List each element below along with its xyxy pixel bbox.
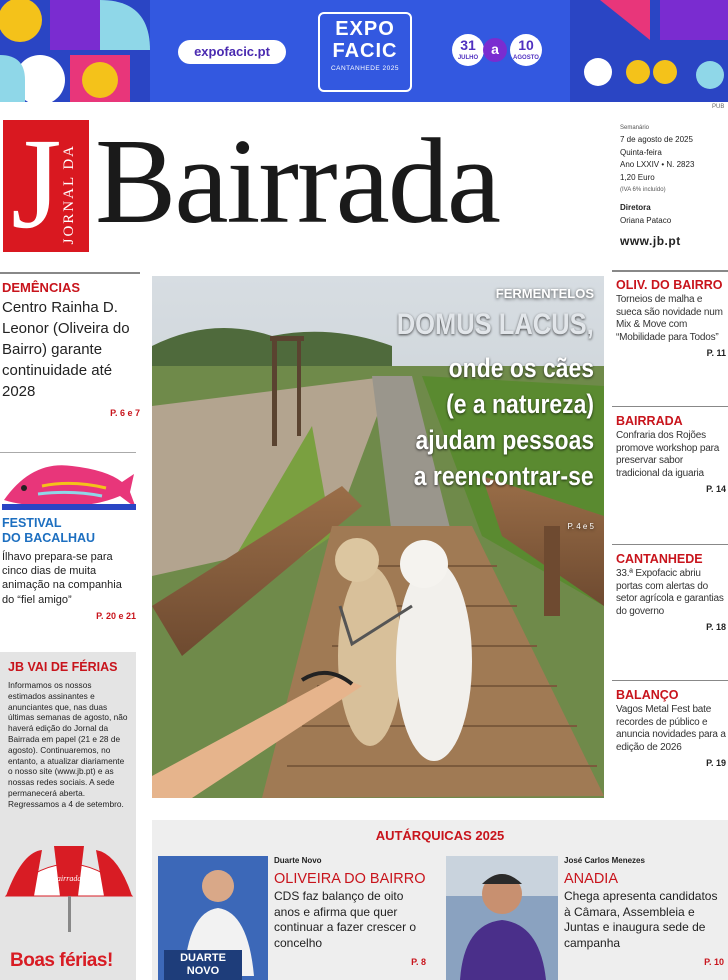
main-headline-2: onde os cães	[448, 353, 594, 383]
divider	[0, 272, 140, 274]
divider	[612, 544, 728, 545]
main-page-ref: P. 4 e 5	[567, 522, 594, 531]
expofacic-logo	[318, 12, 412, 92]
place-name: ANADIA	[564, 871, 618, 887]
place-name: OLIVEIRA DO BAIRRO	[274, 871, 426, 887]
issue-date: 7 de agosto de 2025	[620, 135, 693, 145]
story-page: P. 20 e 21	[96, 610, 136, 621]
story-text: Confraria dos Rojões promove workshop para preservar sabor tradicional da iguaria	[616, 430, 720, 479]
date-separator: a	[483, 38, 507, 62]
codfish-illustration	[2, 456, 136, 512]
issue-edition: Ano LXXIV • N. 2823	[620, 160, 695, 170]
autarquicas-item-oliveira[interactable]	[274, 856, 426, 967]
story-kicker-2: DO BACALHAU	[2, 531, 96, 545]
main-kicker: FERMENTELOS	[495, 286, 594, 301]
logo-subtitle: CANTANHEDE 2025	[330, 65, 400, 72]
story-kicker: BAIRRADA	[616, 414, 683, 428]
date-from	[452, 34, 484, 66]
divider	[0, 452, 136, 453]
story-text: 33.ª Expofacic abriu portas com alertas do setor agrícola e garantias do governo	[616, 568, 724, 617]
autarquicas-item-anadia[interactable]	[564, 856, 724, 967]
date-to	[510, 34, 542, 66]
logo-j-letter: J	[11, 112, 62, 256]
story-text: Torneios de malha e sueca são novidade num Mix & Move com “Mobilidade para Todos”	[616, 294, 723, 343]
issue-price: 1,20 Euro	[620, 172, 655, 182]
logo-jornal-da: JORNAL DA	[61, 144, 77, 245]
candidate-photo-duarte-novo	[158, 856, 268, 980]
story-cantanhede[interactable]	[616, 552, 726, 632]
story-page: P. 14	[706, 484, 726, 495]
website-link[interactable]: www.jb.pt	[620, 234, 681, 249]
divider	[612, 680, 728, 681]
story-text: Centro Rainha D. Leonor (Oliveira do Bairro) garante continuidade até 2028	[2, 299, 130, 400]
ferias-slogan: Boas férias!	[10, 950, 113, 971]
jb-vai-de-ferias-box[interactable]	[0, 652, 136, 980]
story-page: P. 6 e 7	[110, 408, 140, 418]
beach-umbrella-icon	[2, 842, 136, 932]
expofacic-banner[interactable]	[0, 0, 728, 102]
section-title: AUTÁRQUICAS 2025	[375, 828, 505, 843]
campaign-sign: DUARTE NOVO	[164, 950, 242, 980]
autarquicas-section	[152, 820, 728, 980]
story-kicker: CANTANHEDE	[616, 552, 703, 566]
ferias-title: JB VAI DE FÉRIAS	[8, 660, 118, 674]
main-headline-4: ajudam pessoas	[415, 425, 594, 455]
date-from-month: JULHO	[457, 55, 479, 61]
person-name: Duarte Novo	[274, 856, 322, 865]
story-oliv-do-bairro[interactable]	[616, 278, 726, 358]
candidate-photo-jose-menezes	[446, 856, 558, 980]
director-label: Diretora	[620, 203, 651, 213]
issue-info	[620, 122, 724, 248]
story-kicker: BALANÇO	[616, 688, 679, 702]
main-story-photo[interactable]	[152, 276, 604, 798]
story-page: P. 10	[704, 957, 724, 968]
story-page: P. 19	[706, 758, 726, 769]
story-text: Ílhavo prepara-se para cinco dias de muita animação na companhia do “fiel amigo”	[2, 551, 122, 606]
masthead-title: Bairrada	[95, 114, 499, 249]
banner-url[interactable]: expofacic.pt	[178, 40, 286, 64]
main-headline-3: (e a natureza)	[446, 389, 594, 419]
main-headline-5: a reencontrar-se	[414, 461, 594, 491]
story-page: P. 8	[411, 957, 426, 968]
logo-line-2: FACIC	[332, 40, 398, 62]
date-to-month: AGOSTO	[513, 55, 539, 61]
journal-logo[interactable]	[3, 112, 89, 256]
story-text: Chega apresenta candidatos à Câmara, Assembleia e Juntas e inaugura sede de campanha	[564, 889, 718, 950]
story-text: Vagos Metal Fest bate recordes de público e anuncia novidades para a edição de 2026	[616, 704, 726, 753]
story-festival-bacalhau[interactable]	[2, 516, 136, 621]
director-name: Oriana Pataco	[620, 215, 672, 225]
story-text: CDS faz balanço de oito anos e afirma que quer continuar a fazer crescer o concelho	[274, 889, 417, 950]
story-bairrada[interactable]	[616, 414, 726, 494]
divider	[612, 270, 728, 272]
main-headline-1: DOMUS LACUS,	[397, 308, 594, 341]
periodicity: Semanário	[620, 125, 650, 131]
story-page: P. 18	[706, 622, 726, 633]
story-page: P. 11	[706, 348, 726, 359]
story-kicker-1: FESTIVAL	[2, 516, 62, 530]
issue-weekday: Quinta-feira	[620, 147, 662, 157]
issue-vat: (IVA 6% incluído)	[620, 187, 666, 194]
story-demencias[interactable]	[2, 280, 140, 418]
pub-label: PUB	[712, 104, 725, 110]
logo-line-1: EXPO	[335, 18, 395, 40]
divider	[612, 406, 728, 407]
date-from-day: 31	[460, 37, 476, 53]
date-to-day: 10	[518, 37, 534, 53]
person-photo	[446, 856, 558, 980]
ferias-text: Informamos os nossos estimados assinantes e anunciantes que, nas duas últimas semanas de agosto, não haverá edição do Jornal da Bairrada em papel (21 e 28 de agosto). Continuaremos, no entanto, a atualizar diariamente o nosso site (www.jb.pt) e as nossas redes sociais. A sede permanecerá aberta. Regressamos a 4 de setembro.	[8, 680, 128, 809]
story-kicker: DEMÊNCIAS	[2, 280, 81, 295]
person-name: José Carlos Menezes	[564, 856, 645, 865]
umbrella-label: Bairrada	[52, 874, 82, 883]
story-balanco[interactable]	[616, 688, 726, 768]
story-kicker: OLIV. DO BAIRRO	[616, 278, 723, 292]
